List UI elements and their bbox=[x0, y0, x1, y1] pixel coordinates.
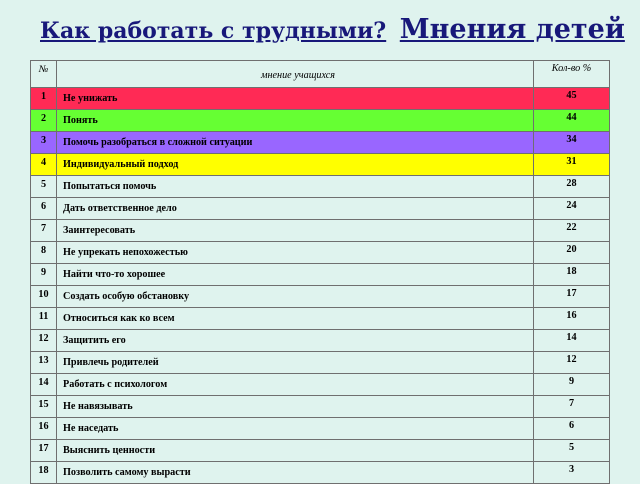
table-row bbox=[31, 176, 610, 198]
row-opinion: Индивидуальный подход bbox=[57, 154, 534, 176]
row-opinion: Дать ответственное дело bbox=[57, 198, 534, 220]
row-opinion: Понять bbox=[57, 110, 534, 132]
table-row bbox=[31, 198, 610, 220]
row-opinion: Помочь разобраться в сложной ситуации bbox=[57, 132, 534, 154]
table-row bbox=[31, 220, 610, 242]
table-row bbox=[31, 264, 610, 286]
table-row bbox=[31, 440, 610, 462]
row-count: 28 bbox=[534, 176, 610, 198]
row-count: 12 bbox=[534, 352, 610, 374]
row-opinion: Работать с психологом bbox=[57, 374, 534, 396]
slide-title bbox=[40, 14, 625, 45]
table-row bbox=[31, 110, 610, 132]
table-row bbox=[31, 242, 610, 264]
row-count: 14 bbox=[534, 330, 610, 352]
row-count: 34 bbox=[534, 132, 610, 154]
row-number: 4 bbox=[31, 154, 57, 176]
table-header-row bbox=[31, 61, 610, 88]
row-number: 6 bbox=[31, 198, 57, 220]
table-row bbox=[31, 374, 610, 396]
row-count: 16 bbox=[534, 308, 610, 330]
table-row bbox=[31, 154, 610, 176]
row-opinion: Позволить самому вырасти bbox=[57, 462, 534, 484]
row-opinion: Привлечь родителей bbox=[57, 352, 534, 374]
row-number: 1 bbox=[31, 88, 57, 110]
row-count: 17 bbox=[534, 286, 610, 308]
row-opinion: Не унижать bbox=[57, 88, 534, 110]
header-opinion: мнение учащихся bbox=[57, 61, 534, 88]
table-row bbox=[31, 462, 610, 484]
row-count: 9 bbox=[534, 374, 610, 396]
row-number: 3 bbox=[31, 132, 57, 154]
table-row bbox=[31, 330, 610, 352]
row-opinion: Относиться как ко всем bbox=[57, 308, 534, 330]
row-count: 45 bbox=[534, 88, 610, 110]
title-part-1: Как работать с трудными? bbox=[40, 18, 387, 44]
row-opinion: Выяснить ценности bbox=[57, 440, 534, 462]
row-number: 12 bbox=[31, 330, 57, 352]
row-count: 22 bbox=[534, 220, 610, 242]
row-opinion: Защитить его bbox=[57, 330, 534, 352]
header-count: Кол-во % bbox=[534, 61, 610, 88]
row-number: 9 bbox=[31, 264, 57, 286]
row-opinion: Не навязывать bbox=[57, 396, 534, 418]
table-row bbox=[31, 396, 610, 418]
row-count: 5 bbox=[534, 440, 610, 462]
row-count: 18 bbox=[534, 264, 610, 286]
row-number: 16 bbox=[31, 418, 57, 440]
row-number: 2 bbox=[31, 110, 57, 132]
header-number: № bbox=[31, 61, 57, 88]
opinions-table bbox=[30, 60, 610, 484]
row-opinion: Найти что-то хорошее bbox=[57, 264, 534, 286]
row-number: 8 bbox=[31, 242, 57, 264]
table-row bbox=[31, 308, 610, 330]
table-row bbox=[31, 88, 610, 110]
row-number: 17 bbox=[31, 440, 57, 462]
table-row bbox=[31, 132, 610, 154]
table-row bbox=[31, 418, 610, 440]
row-number: 15 bbox=[31, 396, 57, 418]
row-count: 7 bbox=[534, 396, 610, 418]
row-count: 31 bbox=[534, 154, 610, 176]
row-count: 20 bbox=[534, 242, 610, 264]
title-part-2: Мнения детей bbox=[399, 14, 625, 45]
table-row bbox=[31, 352, 610, 374]
row-number: 18 bbox=[31, 462, 57, 484]
table-row bbox=[31, 286, 610, 308]
row-opinion: Заинтересовать bbox=[57, 220, 534, 242]
row-number: 13 bbox=[31, 352, 57, 374]
row-opinion: Создать особую обстановку bbox=[57, 286, 534, 308]
row-opinion: Не наседать bbox=[57, 418, 534, 440]
row-count: 6 bbox=[534, 418, 610, 440]
row-count: 24 bbox=[534, 198, 610, 220]
row-number: 11 bbox=[31, 308, 57, 330]
row-number: 14 bbox=[31, 374, 57, 396]
row-number: 5 bbox=[31, 176, 57, 198]
row-opinion: Попытаться помочь bbox=[57, 176, 534, 198]
row-opinion: Не упрекать непохожестью bbox=[57, 242, 534, 264]
row-count: 3 bbox=[534, 462, 610, 484]
row-number: 7 bbox=[31, 220, 57, 242]
row-number: 10 bbox=[31, 286, 57, 308]
row-count: 44 bbox=[534, 110, 610, 132]
